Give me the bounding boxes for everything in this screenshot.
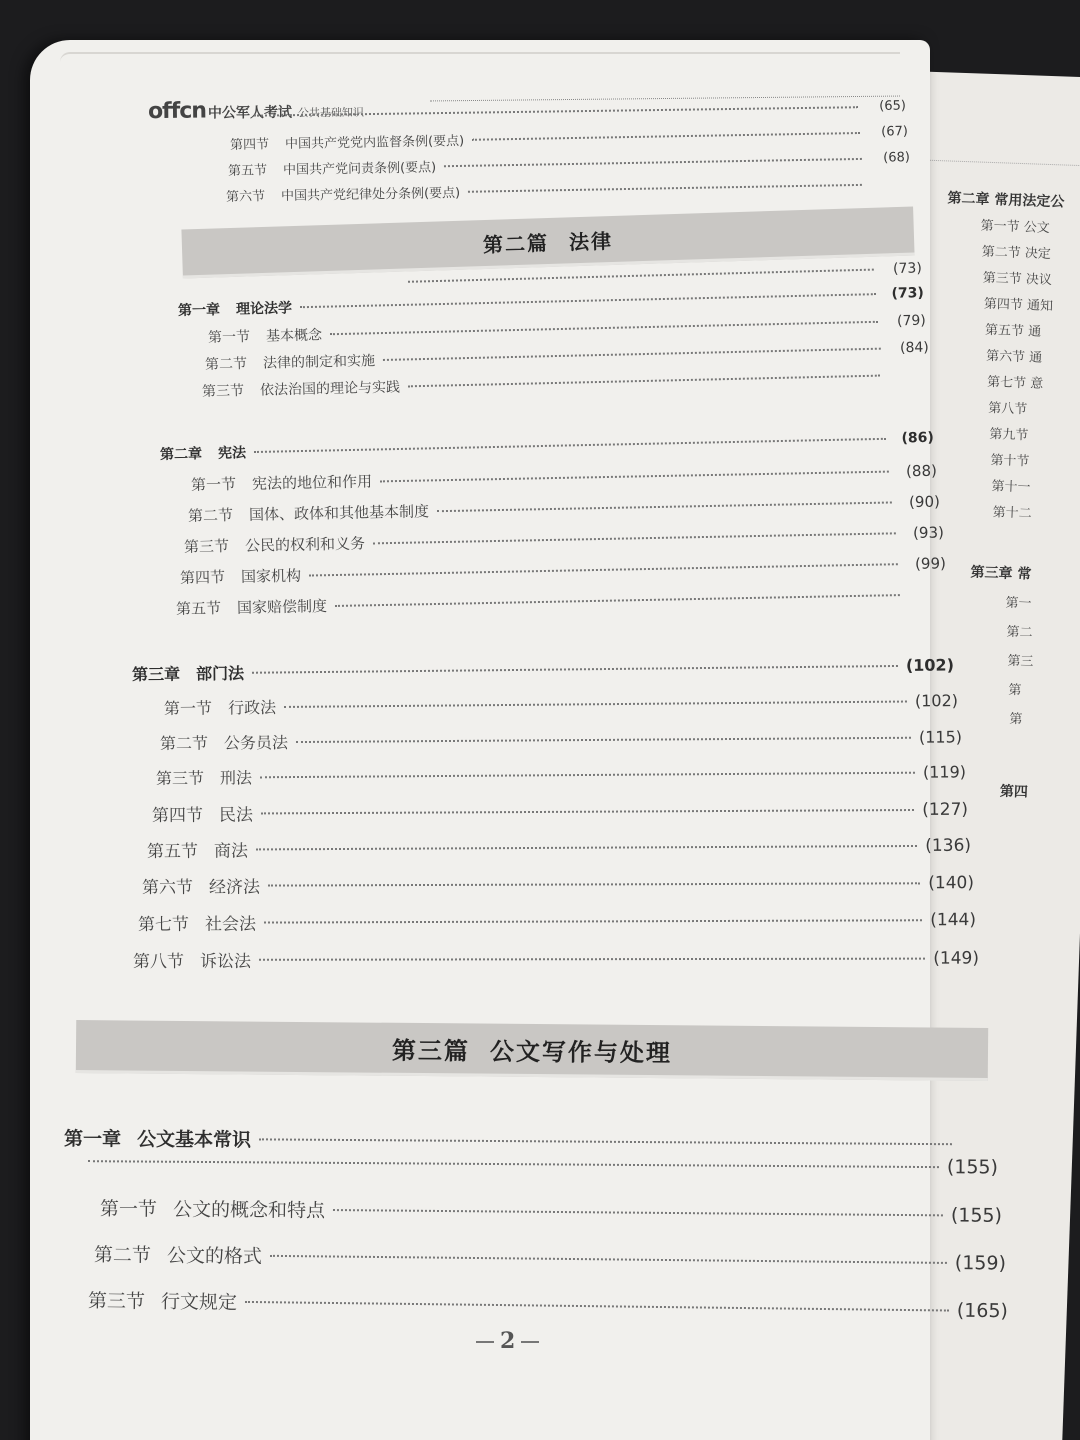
toc-chapter: 第一章 理论法学 (73)	[177, 285, 924, 319]
facing-toc-entry: 第三章 常	[970, 564, 1032, 583]
toc-section: 第八节 诉讼法 (149)	[132, 948, 980, 972]
facing-toc-entry: 第十节	[990, 453, 1030, 470]
facing-toc-entry: 第十一	[991, 479, 1031, 496]
facing-toc-entry: 第一	[1005, 595, 1032, 612]
facing-toc-entry: 第二节 决定	[981, 244, 1052, 263]
toc-page-number: (79)	[896, 312, 926, 330]
toc-page-number: (73)	[891, 285, 924, 302]
facing-toc-entry: 第十二	[992, 505, 1032, 522]
facing-toc-entry: 第八节	[987, 400, 1028, 418]
facing-toc-entry: 第七节 意	[986, 374, 1044, 392]
toc-page-number: (144)	[930, 909, 977, 930]
facing-toc-entry: 第二	[1006, 624, 1033, 641]
facing-toc-entry: 第一节 公文	[980, 218, 1050, 237]
toc-page-number: (93)	[912, 522, 945, 542]
part-title: 法律	[568, 228, 614, 254]
facing-header-rule	[907, 159, 1080, 167]
toc-page-number: (65)	[879, 98, 907, 114]
toc-section: 第二节 公务员法 (115)	[159, 727, 963, 753]
toc-page-number	[908, 594, 948, 595]
page-number: 2	[500, 1328, 516, 1354]
toc-page-number	[870, 184, 910, 185]
toc-section: 第二节 国体、政体和其他基本制度 (90)	[187, 492, 941, 525]
toc-section: 第三节 刑法 (119)	[155, 762, 967, 788]
toc-page-number	[888, 375, 928, 376]
facing-toc-entry: 第	[1009, 711, 1023, 728]
part-title: 公文写作与处理	[489, 1037, 673, 1067]
toc-section: 第一节 公文的概念和特点 (155)	[99, 1198, 1003, 1227]
toc-entry: 第六节 中国共产党纪律处分条例(要点)	[226, 174, 910, 205]
toc-section: 第一节 基本概念 (79)	[207, 312, 926, 346]
page-stack-edge	[60, 52, 900, 62]
toc-entry: 第四节 中国共产党党内监督条例(要点) (67)	[229, 124, 909, 153]
toc-section: 第一节 行政法 (102)	[163, 691, 959, 718]
toc-page-number: (149)	[933, 948, 980, 969]
brand-name: 中公军人考试	[207, 104, 293, 122]
toc-page-number: (73)	[892, 260, 923, 278]
toc-page-number: (90)	[908, 492, 941, 511]
toc-section: 第二节 公文的格式 (159)	[93, 1244, 1007, 1275]
facing-toc-entry: 第九节	[989, 427, 1029, 444]
toc-section: 第四节 国家机构 (99)	[179, 553, 947, 587]
offcn-logo: offcn	[147, 98, 207, 125]
toc-section: 第七节 社会法 (144)	[137, 909, 977, 935]
toc-page-number: (165)	[956, 1299, 1009, 1322]
toc-page-number: (86)	[901, 429, 934, 447]
toc-page-number: (115)	[918, 727, 963, 747]
toc-section: 第六节 经济法 (140)	[141, 872, 975, 898]
toc-page-number: (102)	[905, 655, 955, 675]
toc-page-number: (155)	[946, 1156, 999, 1179]
book-subject: 公共基础知识	[297, 105, 365, 120]
toc-page-number: (88)	[905, 461, 938, 480]
part-number: 第二篇	[482, 230, 550, 257]
toc-page-number: (155)	[950, 1203, 1003, 1227]
facing-toc-entry: 第	[1008, 682, 1022, 699]
toc-entry: 第五节 中国共产党问责条例(要点) (68)	[227, 150, 911, 179]
part-number: 第三篇	[391, 1036, 471, 1065]
toc-page-number: (140)	[928, 872, 975, 893]
toc-section: 第四节 民法 (127)	[151, 799, 969, 826]
facing-toc-entry: 第三	[1007, 653, 1034, 670]
toc-chapter: 第二章 宪法 (86)	[159, 429, 934, 463]
toc-page-number: (136)	[925, 835, 972, 856]
toc-section: 第二节 法律的制定和实施 (84)	[204, 339, 929, 373]
toc-page-number: (127)	[922, 799, 969, 820]
page-footer	[470, 1328, 545, 1354]
facing-toc-entry: 第六节 通	[985, 348, 1043, 366]
toc-section: 第五节 商法 (136)	[146, 835, 972, 862]
facing-toc-entry: 第五节 通	[984, 322, 1042, 340]
toc-chapter: 第一章 公文基本常识	[64, 1124, 1000, 1158]
toc-page-number: (102)	[914, 691, 959, 711]
toc-page-number: (119)	[922, 762, 967, 782]
toc-section: 第三节 公民的权利和义务 (93)	[183, 522, 945, 556]
toc-chapter: 第三章 部门法 (102)	[131, 655, 955, 684]
toc-page-number: (99)	[914, 553, 947, 573]
facing-toc-entry: 第四节 通知	[983, 296, 1054, 315]
toc-section: 第三节 行文规定 (165)	[87, 1290, 1009, 1322]
toc-page-number: (67)	[881, 124, 909, 140]
toc-section: 第三节 依法治国的理论与实践	[202, 365, 928, 401]
facing-toc-entry: 第四	[999, 783, 1029, 801]
part-banner	[76, 1020, 988, 1081]
toc-page-number: (84)	[899, 339, 929, 357]
facing-toc-entry: 第二章 常用法定公	[947, 190, 1065, 211]
facing-toc-entry: 第三节 决议	[982, 270, 1053, 289]
toc-page-number: (68)	[883, 150, 911, 166]
toc-page-number: (159)	[954, 1251, 1007, 1275]
toc-section: 第一节 宪法的地位和作用 (88)	[190, 461, 938, 494]
toc-section: 第五节 国家赔偿制度	[176, 583, 948, 619]
